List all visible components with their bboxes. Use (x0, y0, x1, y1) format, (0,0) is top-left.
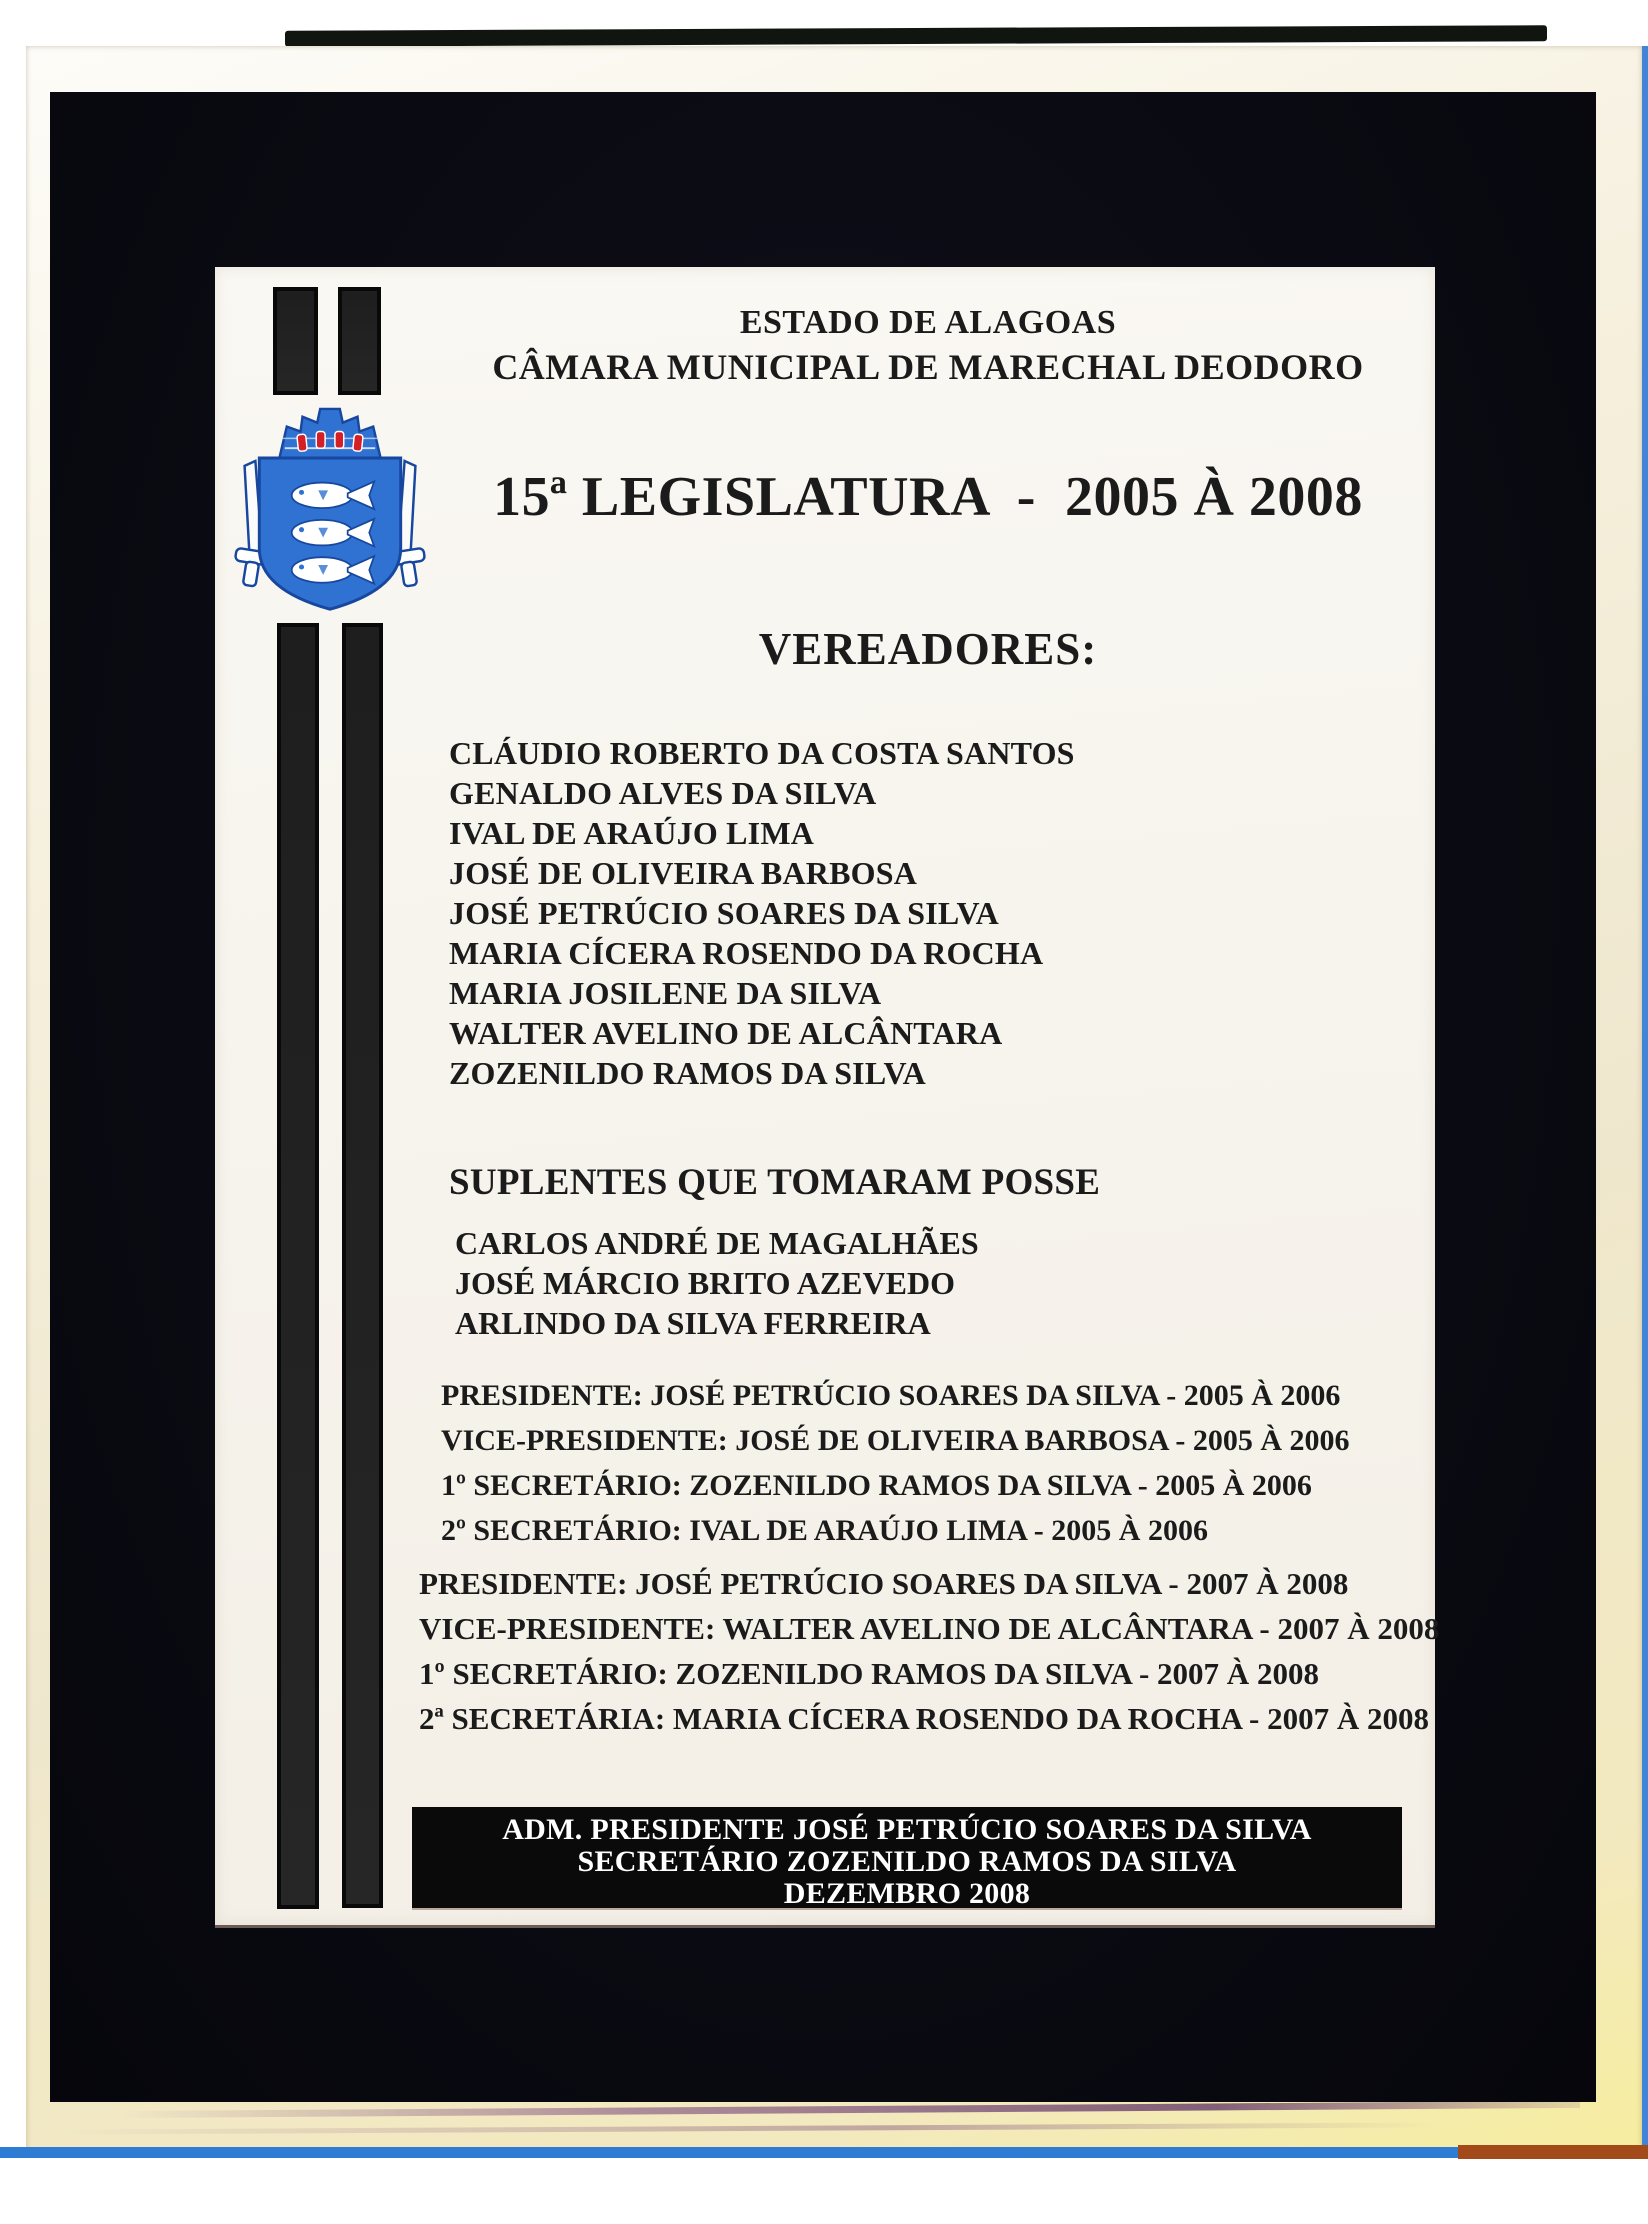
list-item: MARIA JOSILENE DA SILVA (449, 975, 882, 1011)
decorative-bar-left (277, 623, 319, 1909)
coat-of-arms-icon (231, 405, 429, 621)
vereadores-list (449, 733, 1075, 1093)
banner-line: SECRETÁRIO ZOZENILDO RAMOS DA SILVA (577, 1845, 1237, 1878)
suplentes-list (455, 1223, 979, 1343)
list-item: CARLOS ANDRÉ DE MAGALHÃES (455, 1225, 979, 1261)
plaque-header (445, 301, 1411, 389)
plaque-metal-plate (215, 267, 1440, 1925)
list-item: WALTER AVELINO DE ALCÂNTARA (449, 1015, 1003, 1051)
fish-icon (292, 482, 374, 584)
list-item: JOSÉ MÁRCIO BRITO AZEVEDO (455, 1265, 955, 1301)
board-line: 1º SECRETÁRIO: ZOZENILDO RAMOS DA SILVA - 2007 À 2008 (419, 1656, 1319, 1691)
vereadores-heading: VEREADORES: (758, 624, 1098, 674)
suplentes-heading: SUPLENTES QUE TOMARAM POSSE (449, 1162, 1101, 1203)
board-line: PRESIDENTE: JOSÉ PETRÚCIO SOARES DA SILVA - 2005 À 2006 (441, 1379, 1341, 1412)
banner-line: ADM. PRESIDENTE JOSÉ PETRÚCIO SOARES DA SILVA (502, 1813, 1312, 1846)
board-2007-2008 (419, 1561, 1439, 1741)
list-item: MARIA CÍCERA ROSENDO DA ROCHA (449, 935, 1044, 971)
list-item: CLÁUDIO ROBERTO DA COSTA SANTOS (449, 735, 1075, 771)
list-item: JOSÉ DE OLIVEIRA BARBOSA (449, 855, 918, 891)
list-item: IVAL DE ARAÚJO LIMA (449, 815, 815, 851)
chamber-name: CÂMARA MUNICIPAL DE MARECHAL DEODORO (492, 347, 1364, 387)
frame-top-shadow (285, 25, 1547, 47)
state-name: ESTADO DE ALAGOAS (739, 304, 1117, 341)
board-line: VICE-PRESIDENTE: WALTER AVELINO DE ALCÂNTARA - 2007 À 2008 (419, 1611, 1440, 1646)
board-line: 2º SECRETÁRIO: IVAL DE ARAÚJO LIMA - 2005 À 2006 (441, 1514, 1208, 1547)
photo-edge-bottom (0, 2147, 1458, 2158)
legislature-title: 15ª LEGISLATURA - 2005 À 2008 (493, 466, 1363, 528)
banner-line: DEZEMBRO 2008 (783, 1877, 1031, 1910)
list-item: ZOZENILDO RAMOS DA SILVA (449, 1055, 926, 1091)
decorative-bar-right (342, 623, 383, 1908)
admin-banner (412, 1807, 1402, 1908)
board-line: 2ª SECRETÁRIA: MARIA CÍCERA ROSENDO DA ROCHA - 2007 À 2008 (419, 1701, 1429, 1736)
board-line: PRESIDENTE: JOSÉ PETRÚCIO SOARES DA SILVA - 2007 À 2008 (419, 1566, 1349, 1601)
list-item: JOSÉ PETRÚCIO SOARES DA SILVA (449, 895, 999, 931)
list-item: ARLINDO DA SILVA FERREIRA (455, 1305, 931, 1341)
board-line: 1º SECRETÁRIO: ZOZENILDO RAMOS DA SILVA - 2005 À 2006 (441, 1469, 1312, 1502)
decorative-bar-top-left (273, 287, 318, 395)
photo-edge-bottom-orange (1458, 2145, 1648, 2159)
board-line: VICE-PRESIDENTE: JOSÉ DE OLIVEIRA BARBOSA - 2005 À 2006 (441, 1424, 1350, 1457)
board-2005-2006 (441, 1373, 1350, 1553)
decorative-bar-top-right (338, 287, 381, 395)
list-item: GENALDO ALVES DA SILVA (449, 775, 877, 811)
